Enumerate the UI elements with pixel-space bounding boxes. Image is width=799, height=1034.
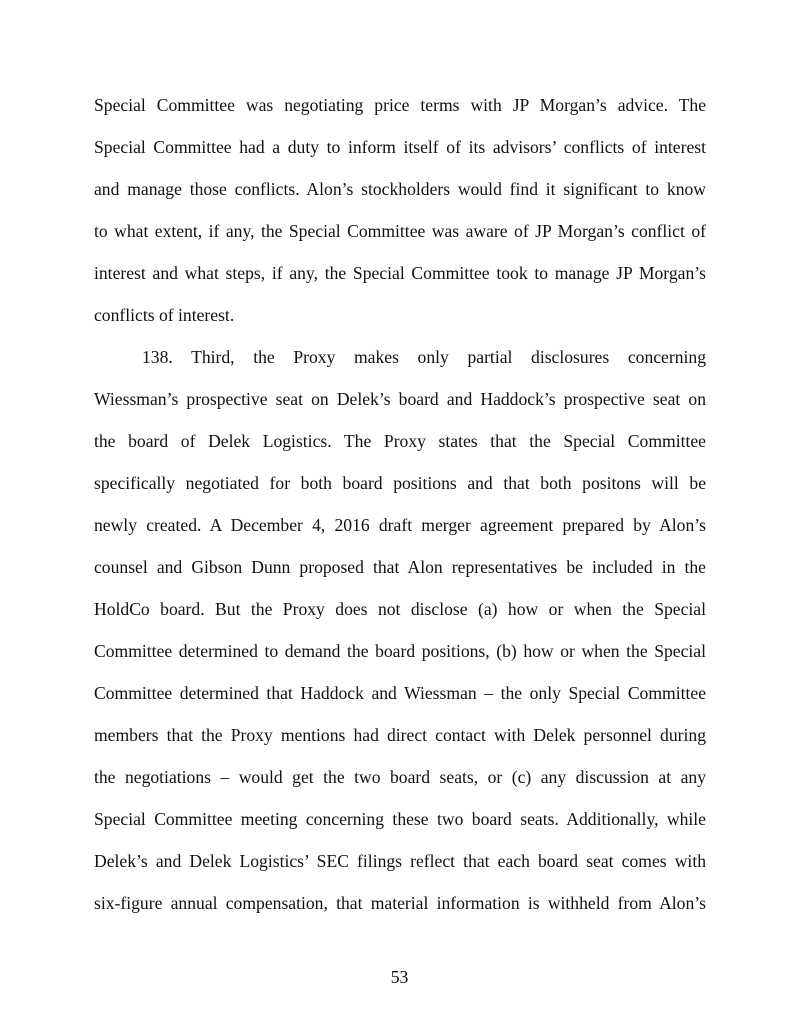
paragraph-line: to what extent, if any, the Special Committee was aware of JP Morgan’s conflict of <box>94 221 706 241</box>
paragraph-line: Committee determined that Haddock and Wiessman – the only Special Committee <box>94 683 706 703</box>
paragraph-line: newly created. A December 4, 2016 draft merger agreement prepared by Alon’s <box>94 515 706 535</box>
paragraph-line: and manage those conflicts. Alon’s stockholders would find it significant to know <box>94 179 706 199</box>
paragraph-line: members that the Proxy mentions had direct contact with Delek personnel during <box>94 725 706 745</box>
paragraph-line: HoldCo board. But the Proxy does not disclose (a) how or when the Special <box>94 599 706 619</box>
page-number: 53 <box>390 967 409 987</box>
paragraph-line: Special Committee was negotiating price terms with JP Morgan’s advice. The <box>94 95 706 115</box>
paragraph-line: interest and what steps, if any, the Special Committee took to manage JP Morgan’s <box>94 263 706 283</box>
paragraph-line: six-figure annual compensation, that material information is withheld from Alon’s <box>94 893 706 913</box>
paragraph-line: Wiessman’s prospective seat on Delek’s board and Haddock’s prospective seat on <box>94 389 706 409</box>
paragraph-line: the board of Delek Logistics. The Proxy states that the Special Committee <box>94 431 706 451</box>
paragraph-line: counsel and Gibson Dunn proposed that Alon representatives be included in the <box>94 557 706 577</box>
paragraph-line: the negotiations – would get the two board seats, or (c) any discussion at any <box>94 767 706 787</box>
paragraph-line: Special Committee meeting concerning these two board seats. Additionally, while <box>94 809 706 829</box>
paragraph-line: Delek’s and Delek Logistics’ SEC filings reflect that each board seat comes with <box>94 851 706 871</box>
paragraph-line: Committee determined to demand the board positions, (b) how or when the Special <box>94 641 706 661</box>
paragraph-line: specifically negotiated for both board positions and that both positons will be <box>94 473 706 493</box>
paragraph-138-first-line: 138. Third, the Proxy makes only partial disclosures concerning <box>142 347 706 367</box>
paragraph-line: Special Committee had a duty to inform itself of its advisors’ conflicts of interest <box>94 137 706 157</box>
paragraph-last-line: conflicts of interest. <box>94 305 235 325</box>
